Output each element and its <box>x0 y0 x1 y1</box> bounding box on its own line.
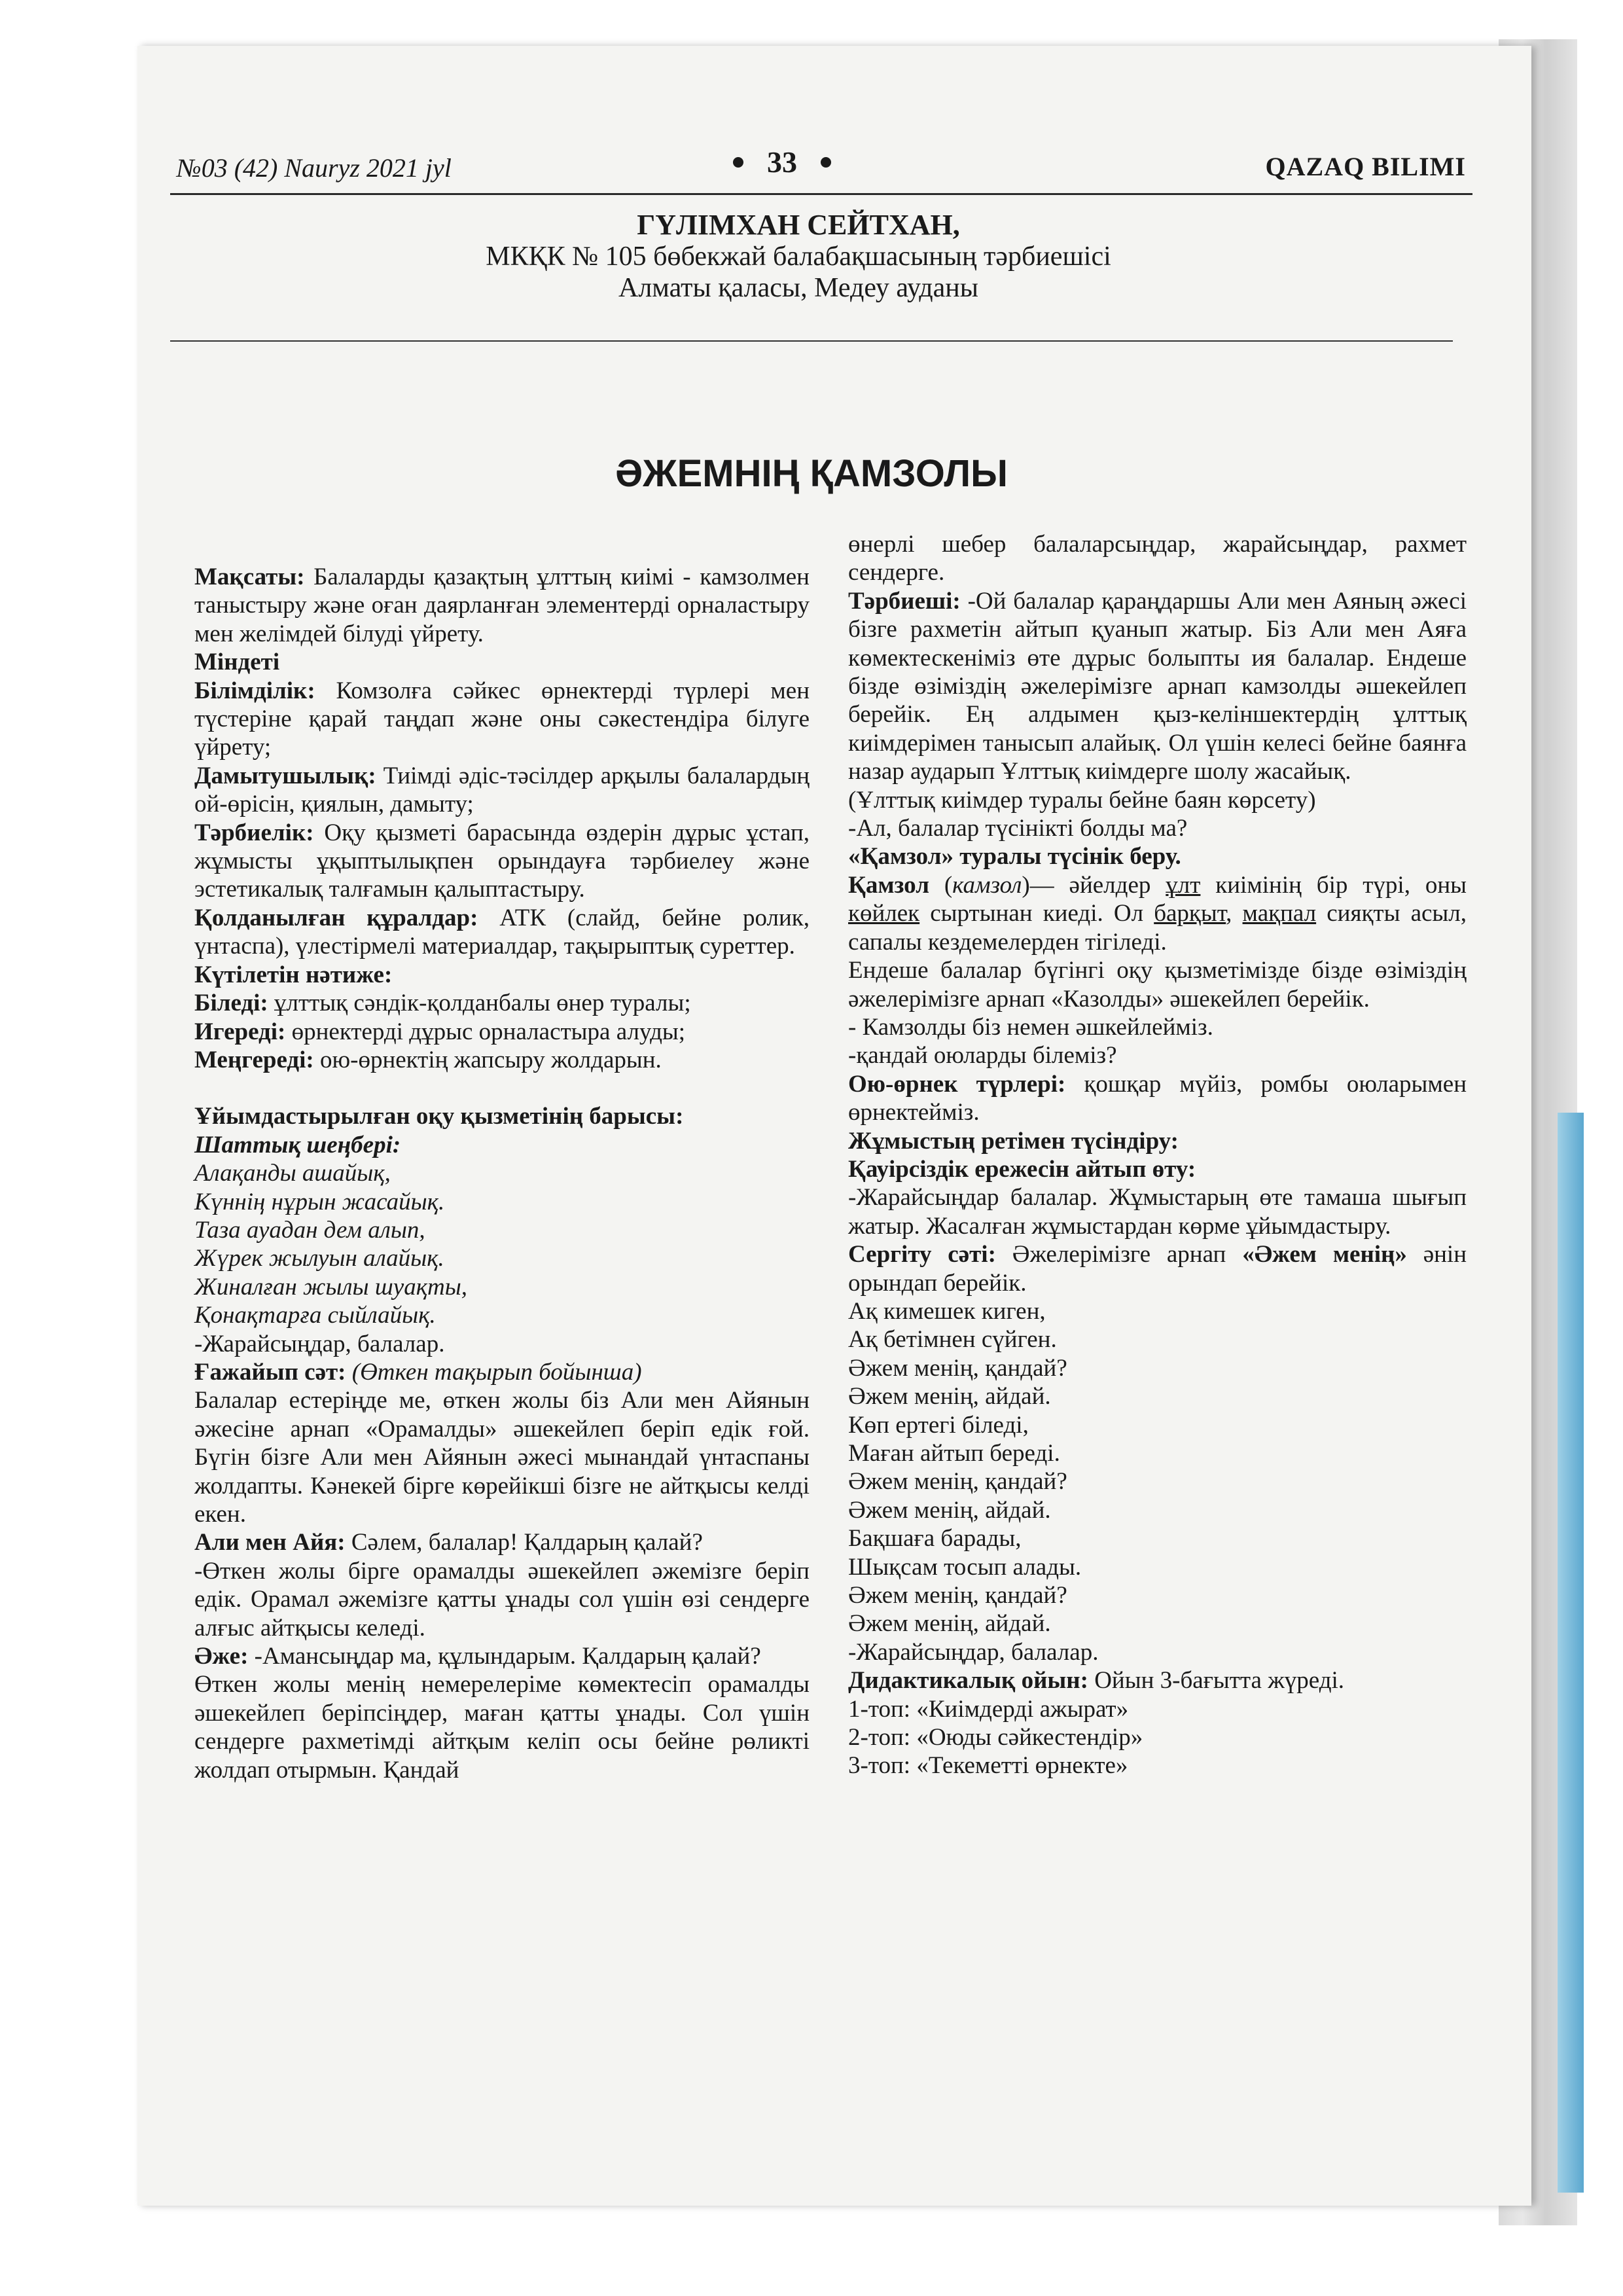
link-koilek: көйлек <box>848 900 920 927</box>
lesson-flow-heading: Ұйымдастырылған оқу қызметінің барысы: <box>194 1103 684 1130</box>
spacer <box>194 1074 810 1102</box>
question-line: -Ал, балалар түсінікті болды ма? <box>848 815 1188 842</box>
author-block <box>170 209 1427 304</box>
poem-line: Күннің нұрын жасайық. <box>194 1188 445 1215</box>
tasks-heading: Міндеті <box>194 649 280 676</box>
ali-aya-text: -Өткен жолы бірге орамалды әшекейлеп әжемізге беріп едік. Орамал әжемізге қатты ұнады сол үшін өзі сендерге алғыс айтқысы келеді. <box>194 1557 810 1641</box>
exhibition-paragraph: -Жарайсыңдар балалар. Жұмыстарың өте тамаша шығып жатыр. Жасалған жұмыстардан көрме ұйымдастыру. <box>848 1184 1467 1240</box>
scan-cover-edge <box>1558 1113 1584 2193</box>
goal-label: Мақсаты: <box>194 564 305 590</box>
praise-line: -Жарайсыңдар, балалар. <box>848 1638 1099 1666</box>
decorate-paragraph: Ендеше балалар бүгінгі оқу қызметімізде бізде өзіміздің әжелерімізге арнап «Казолды» әшекейлеп берейік. <box>848 957 1467 1013</box>
teacher-paragraph: Тәрбиеші: -Ой балалар қараңдаршы Али мен Аяның әжесі бізге рахметін айтып қуанып жатыр. Біз Али мен Аяға көмектескеніміз өте дұрыс болыпты ия балалар. Ендеше бізде өзіміздің әжелерімізге арнап камзолды әшекейлеп берейік. Ең алдымен қыз-келіншектердің ұлттық киімдерімен танысып алайық. Ол үшін келесі бейне баянға назар аударып Ұлттық киімдерге шолу жасайық. <box>848 587 1467 785</box>
page-header <box>170 134 1472 195</box>
link-makpal: мақпал <box>1242 900 1317 927</box>
game-groups <box>848 1695 1467 1780</box>
song-line: Маған айтып береді. <box>848 1440 1060 1467</box>
journal-name: QAZAQ BILIMI <box>1265 152 1466 181</box>
masters-paragraph: Игереді: өрнектерді дұрыс орналастыра алуды; <box>194 1018 686 1045</box>
continued-text: өнерлі шебер балаларсыңдар, жарайсыңдар, рахмет сендерге. <box>848 531 1467 586</box>
grandma-text: Өткен жолы менің немерелеріме көмектесіп орамалды әшекейлеп беріпсіңдер, маған қатты ұнады. Сол үшін сендерге рахметімді айтқым келіп осы бейне рөликті жолдап отырмын. Қандай <box>194 1671 810 1784</box>
song-line: Әжем менің, қандай? <box>848 1582 1067 1609</box>
song-lyrics <box>848 1297 1467 1638</box>
song-line: Бақшаға барады, <box>848 1525 1022 1552</box>
song-line: Әжем менің, айдай. <box>848 1610 1051 1638</box>
poem-line: Таза ауадан дем алып, <box>194 1216 425 1244</box>
poem-line: Жиналған жылы шуақты, <box>194 1273 468 1300</box>
left-column <box>194 563 810 1784</box>
refresh-paragraph: Сергіту сәті: Әжелерімізге арнап «Әжем менің» әнін орындап берейік. <box>848 1241 1467 1297</box>
article-title: ӘЖЕМНІҢ ҚАМЗОЛЫ <box>615 452 1008 495</box>
safety-heading: Қауірсіздік ережесін айтып өту: <box>848 1155 1196 1183</box>
group-line: 2-топ: «Оюды сәйкестендір» <box>848 1724 1143 1751</box>
magic-moment-heading: Ғажайып сәт: (Өткен тақырып бойынша) <box>194 1358 642 1386</box>
song-line: Әжем менің, қандай? <box>848 1354 1067 1382</box>
song-line: Әжем менің, қандай? <box>848 1468 1067 1496</box>
song-line: Әжем менің, айдай. <box>848 1383 1051 1410</box>
group-line: 3-топ: «Текеметті өрнекте» <box>848 1752 1128 1780</box>
tools-paragraph: Қолданылған құралдар: АТК (слайд, бейне ролик, үнтаспа), үлестірмелі материалдар, тақырыптық суреттер. <box>194 904 810 960</box>
group-line: 1-топ: «Киімдерді ажырат» <box>848 1695 1129 1723</box>
didactic-game: Дидактикалық ойын: Ойын 3-бағытта жүреді. <box>848 1667 1345 1695</box>
link-ult: ұлт <box>1166 871 1201 899</box>
joy-circle-heading: Шаттық шеңбері: <box>194 1131 401 1158</box>
goal-paragraph: Мақсаты: Балаларды қазақтың ұлттың киімі - камзолмен таныстыру және оған даярланған элементерді орналастыру мен желімдей білуді үйрету. <box>194 564 810 647</box>
song-line: Ақ кимешек киген, <box>848 1297 1046 1325</box>
praise-line: -Жарайсыңдар, балалар. <box>194 1330 445 1357</box>
song-line: Ақ бетімнен сүйген. <box>848 1326 1057 1354</box>
bullet-icon <box>821 157 831 168</box>
song-line: Әжем менің, айдай. <box>848 1496 1051 1524</box>
magic-moment-text: Балалар естеріңде ме, өткен жолы біз Али мен Айянын әжесіне арнап «Орамалды» әшекейлеп беріп едік ғой. Бүгін бізге Али мен Айянын әжесі мынандай үнтаспаны жолдапты. Кәнекей бірге көрейікші бізге не айтқысы келді екен. <box>194 1387 810 1528</box>
upbringing-paragraph: Тәрбиелік: Оқу қызметі барасында өздерін дұрыс ұстап, жұмысты ұқыптылықпен орындауға тәрбиелеу және эстетикалық талғамын қалыптастыру. <box>194 819 810 903</box>
poem-line: Қонақтарға сыйлайық. <box>194 1302 436 1329</box>
song-line: Көп ертегі біледі, <box>848 1411 1029 1439</box>
knows-paragraph: Біледі: ұлттық сәндік-қолданбалы өнер туралы; <box>194 990 691 1017</box>
expected-heading: Күтілетін нәтиже: <box>194 961 393 988</box>
author-name: ГҮЛІМХАН СЕЙТХАН, <box>637 209 960 241</box>
educational-paragraph: Білімділік: Комзолға сәйкес өрнектерді түрлері мен түстеріне қарай таңдап және оны сәкестендіра білуге үйрету; <box>194 677 810 761</box>
ali-aya-paragraph: Али мен Айя: Сәлем, балалар! Қалдарың қалай? <box>194 1529 703 1556</box>
kamzol-definition: Қамзол (камзол)— әйелдер ұлт киімінің бір түрі, оны көйлек сыртынан киеді. Ол барқыт, мақпал сияқты асыл, сапалы кездемелерден тігіледі. <box>848 871 1467 956</box>
link-barkyt: барқыт <box>1154 900 1226 927</box>
issue-info: №03 (42) Nauryz 2021 jyl <box>177 153 452 183</box>
author-location: Алматы қаласы, Медеу ауданы <box>618 273 978 303</box>
right-column <box>848 530 1467 1780</box>
ornament-types: Ою-өрнек түрлері: қошқар мүйіз, ромбы оюларымен өрнектейміз. <box>848 1070 1467 1126</box>
learns-paragraph: Меңгереді: ою-өрнектің жапсыру жолдарын. <box>194 1046 662 1073</box>
poem-line: Жүрек жылуын алайық. <box>194 1245 444 1272</box>
grandma-paragraph: Әже: -Амансыңдар ма, құлындарым. Қалдарың қалай? <box>194 1643 761 1670</box>
poem-line: Алақанды ашайық, <box>194 1160 391 1187</box>
bullet-icon <box>733 157 743 168</box>
author-position: МКҚК № 105 бөбекжай балабақшасының тәрбиешісі <box>486 242 1111 272</box>
circle-poem <box>194 1159 810 1329</box>
kamzol-heading: «Қамзол» туралы түсінік беру. <box>848 843 1181 870</box>
developmental-paragraph: Дамытушылық: Тиімді әдіс-тәсілдер арқылы балалардың ой-өрісін, қиялын, дамыту; <box>194 762 810 818</box>
work-order-heading: Жұмыстың ретімен түсіндіру: <box>848 1127 1179 1155</box>
question-line: - Камзолды біз немен әшкейлейміз. <box>848 1013 1213 1041</box>
page-number: 33 <box>767 145 797 179</box>
song-line: Шықсам тосып алады. <box>848 1553 1082 1581</box>
video-note: (Ұлттық киімдер туралы бейне баян көрсету) <box>848 786 1316 814</box>
page-number-block <box>733 145 831 179</box>
author-divider <box>170 340 1453 342</box>
question-line: -қандай оюларды білеміз? <box>848 1042 1117 1069</box>
